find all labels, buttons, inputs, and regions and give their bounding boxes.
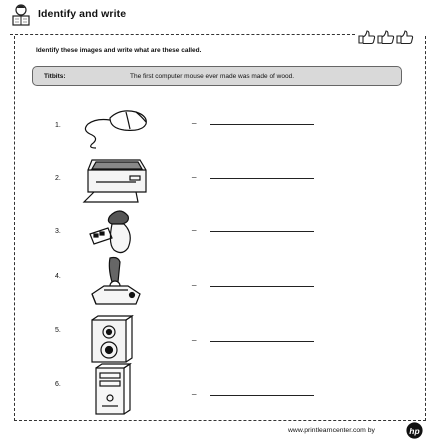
kid-reading-logo-icon bbox=[8, 2, 34, 28]
item-number: 5. bbox=[55, 327, 61, 334]
answer-dash: _ bbox=[192, 222, 197, 231]
answer-dash: _ bbox=[192, 169, 197, 178]
svg-text:hp: hp bbox=[409, 425, 420, 436]
item-number: 4. bbox=[55, 273, 61, 280]
computer-mouse-image bbox=[80, 100, 152, 156]
instructions-text: Identify these images and write what are these called. bbox=[36, 47, 202, 54]
cpu-tower-image bbox=[80, 362, 152, 418]
answer-line[interactable] bbox=[210, 124, 314, 125]
answer-dash: _ bbox=[192, 277, 197, 286]
page-title: Identify and write bbox=[38, 8, 127, 20]
item-number: 3. bbox=[55, 228, 61, 235]
item-number: 1. bbox=[55, 122, 61, 129]
answer-dash: _ bbox=[192, 115, 197, 124]
hp-logo-icon bbox=[406, 422, 423, 439]
usb-flash-drive-image bbox=[80, 204, 152, 260]
answer-dash: _ bbox=[192, 332, 197, 341]
header-divider bbox=[10, 34, 355, 35]
joystick-image bbox=[80, 254, 152, 310]
titbits-text: The first computer mouse ever made was made of wood. bbox=[130, 73, 295, 80]
answer-line[interactable] bbox=[210, 286, 314, 287]
speaker-image bbox=[80, 312, 152, 368]
answer-line[interactable] bbox=[210, 178, 314, 179]
answer-line[interactable] bbox=[210, 395, 314, 396]
printer-image bbox=[80, 152, 152, 208]
answer-line[interactable] bbox=[210, 231, 314, 232]
footer-url-text: www.printlearncenter.com by bbox=[288, 427, 375, 434]
answer-line[interactable] bbox=[210, 341, 314, 342]
item-number: 6. bbox=[55, 381, 61, 388]
worksheet-frame bbox=[14, 36, 426, 421]
titbits-label: Titbits: bbox=[44, 73, 66, 80]
item-number: 2. bbox=[55, 175, 61, 182]
answer-dash: _ bbox=[192, 386, 197, 395]
